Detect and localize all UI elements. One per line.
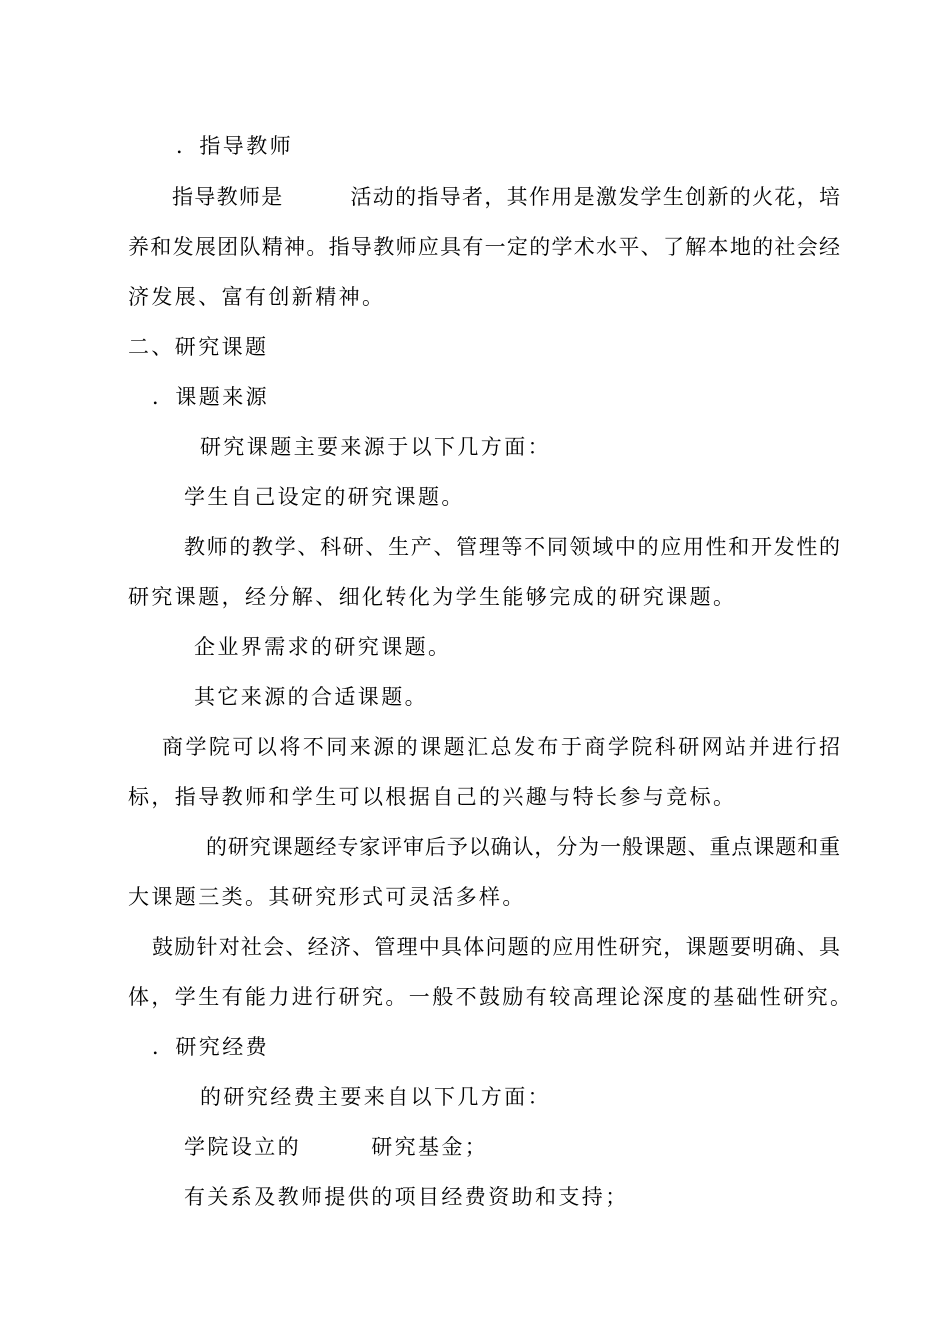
paragraph-line: 商学院可以将不同来源的课题汇总发布于商学院科研网站并进行招: [162, 735, 840, 759]
list-item: 学院设立的 研究基金；: [184, 1135, 489, 1159]
subheading-topic-source: ．课题来源: [152, 385, 269, 409]
list-item: 企业界需求的研究课题。: [194, 635, 452, 659]
section-heading-research-topics: 二、研究课题: [128, 335, 269, 359]
paragraph-line: 的研究课题经专家评审后予以确认，分为一般课题、重点课题和重: [206, 835, 840, 859]
paragraph-line: 研究课题主要来源于以下几方面：: [200, 435, 551, 459]
subheading-research-funding: ．研究经费: [152, 1035, 269, 1059]
paragraph-line: 指导教师是 活动的指导者，其作用是激发学生创新的火花，培: [172, 185, 840, 209]
paragraph-line: 养和发展团队精神。指导教师应具有一定的学术水平、了解本地的社会经: [128, 235, 840, 259]
paragraph-line: 鼓励针对社会、经济、管理中具体问题的应用性研究，课题要明确、具: [152, 935, 840, 959]
list-item: 有关系及教师提供的项目经费资助和支持；: [184, 1185, 629, 1209]
paragraph-line: 大课题三类。其研究形式可灵活多样。: [128, 885, 526, 909]
paragraph-line: 济发展、富有创新精神。: [128, 285, 386, 309]
subheading-advisor: ．指导教师: [176, 134, 293, 158]
paragraph-line: 体，学生有能力进行研究。一般不鼓励有较高理论深度的基础性研究。: [128, 985, 854, 1009]
list-item: 其它来源的合适课题。: [194, 685, 428, 709]
list-item: 学生自己设定的研究课题。: [184, 485, 465, 509]
list-item-continuation: 研究课题，经分解、细化转化为学生能够完成的研究课题。: [128, 585, 737, 609]
list-item: 教师的教学、科研、生产、管理等不同领域中的应用性和开发性的: [184, 535, 840, 559]
paragraph-line: 的研究经费主要来自以下几方面：: [200, 1085, 551, 1109]
paragraph-line: 标，指导教师和学生可以根据自己的兴趣与特长参与竞标。: [128, 785, 737, 809]
